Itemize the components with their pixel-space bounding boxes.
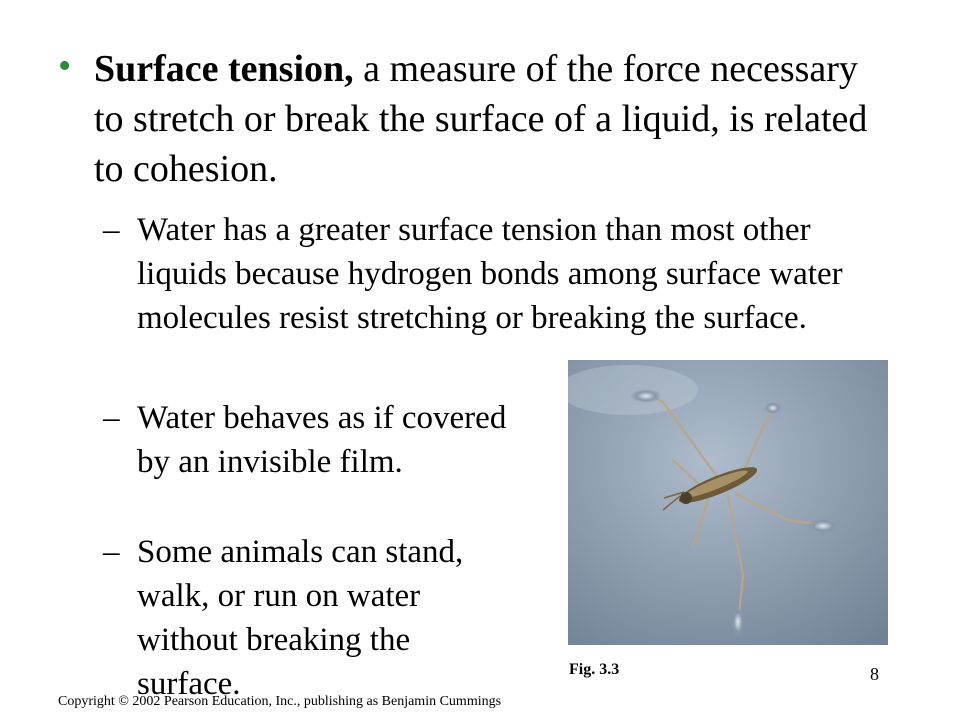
copyright-notice: Copyright © 2002 Pearson Education, Inc., publishing as Benjamin Cummings (58, 694, 502, 709)
figure-label: Fig. 3.3 (569, 661, 620, 678)
water-strider-illustration (568, 360, 888, 645)
main-bullet-text (94, 44, 884, 194)
main-bullet-dot: • (58, 45, 72, 87)
page-number: 8 (870, 664, 879, 684)
sub-bullet-dash-1: – (103, 212, 120, 248)
sub-bullet-dash-2: – (103, 400, 120, 436)
sub-bullet-2: Water behaves as if covered by an invisible film. (137, 400, 507, 480)
sub-bullet-1: Water has a greater surface tension than most other liquids because hydrogen bonds among surface water molecules resist stretching or breaking the surface. (137, 212, 843, 336)
sub-bullet-3: Some animals can stand, walk, or run on water without breaking the surface. (137, 534, 464, 702)
sub-bullet-dash-3: – (103, 534, 120, 570)
main-bullet-definition: a measure of the force necessary to stretch or break the surface of a liquid, is related to cohesion. (94, 48, 868, 190)
main-bullet-term: Surface tension, (94, 48, 354, 90)
water-strider-photo (568, 360, 888, 645)
